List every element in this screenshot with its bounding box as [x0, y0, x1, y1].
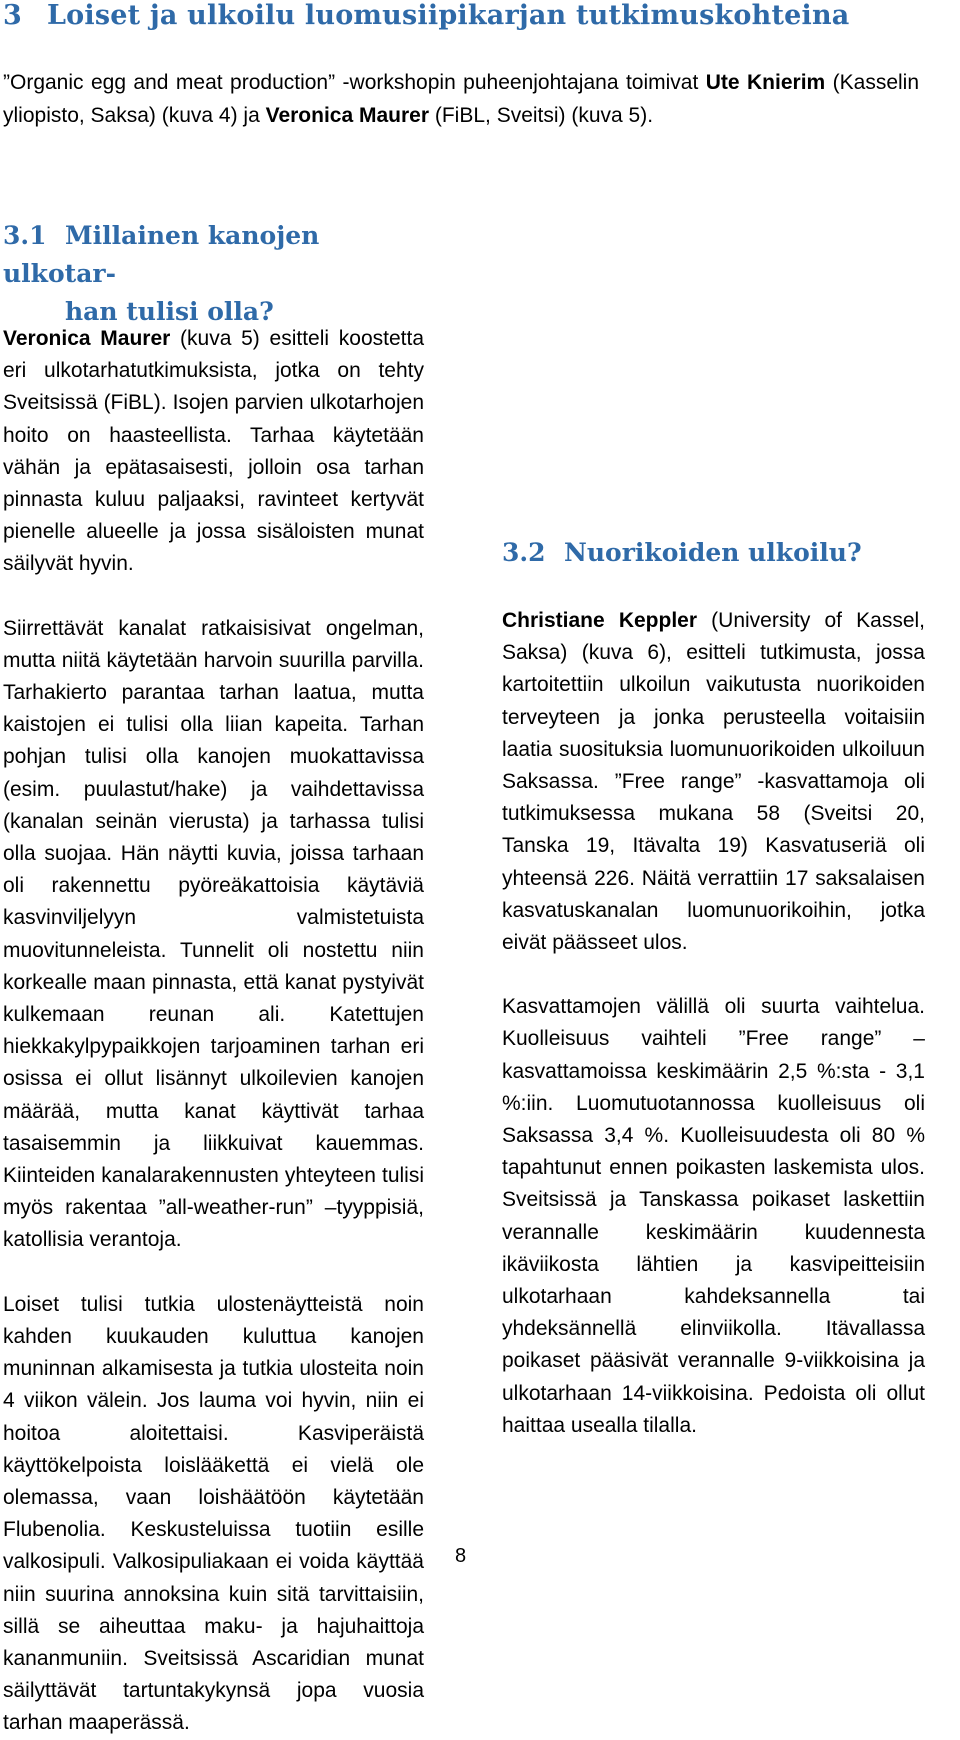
right-column: [502, 605, 925, 1442]
section-3-2-heading: [502, 534, 942, 572]
intro-paragraph: [3, 67, 919, 132]
speaker-name: Christiane Keppler: [502, 609, 698, 632]
paragraph: [3, 323, 424, 581]
intro-text: (FiBL, Sveitsi) (kuva 5).: [429, 103, 654, 127]
intro-text: ”Organic egg and meat production” -workshopin puheenjohtajana toimivat: [3, 71, 706, 94]
chapter-heading: [3, 0, 850, 31]
paragraph: Kasvattamojen välillä oli suurta vaihtelua. Kuolleisuus vaihteli ”Free range” –kasvattamoissa keskimäärin 2,5 %:sta - 3,1 %:iin. Luomutuotannossa kuolleisuus oli Saksassa 3,4 %. Kuolleisuudesta oli 80 % tapahtunut ennen poikasten laskemista ulos. Sveitsissä ja Tanskassa poikaset laskettiin verannalle keskimäärin kuudennesta ikäviikosta lähtien ja kasvipeitteisiin ulkotarhaan kahdeksannella tai yhdeksännellä elinviikolla. Itävallassa poikaset pääsivät verannalle 9-viikkoisina ja ulkotarhaan 14-viikkoisina. Pedoista oli ollut haittaa usealla tilalla.: [502, 995, 925, 1437]
section-title-line1: Millainen kanojen ulkotar-: [3, 221, 320, 288]
chapter-number: 3: [3, 0, 22, 31]
speaker-name: Veronica Maurer: [3, 327, 171, 350]
section-number: 3.1: [3, 221, 47, 250]
paragraph: Siirrettävät kanalat ratkaisisivat ongelman, mutta niitä käytetään harvoin suurilla parvilla. Tarhakierto parantaa tarhan laatua, mutta kaistojen ei tulisi olla liian kapeita. Tarhan pohjan tulisi olla kanojen muokattavissa (esim. puulastut/hake) ja vaihdettavissa (kanalan seinän vierusta) ja tarhassa tulisi olla suojaa. Hän näytti kuvia, joissa tarhaan oli rakennettu pyöreäkattoisia käytäviä kasvinviljelyyn valmistetuista muovitunneleista. Tunnelit oli nostettu niin korkealle maan pinnasta, että kanat pystyivät kulkemaan reunan ali. Katettujen hiekkakylpypaikkojen tarjoaminen tarhan eri osissa ei ollut lisännyt ulkoilevien kanojen määrää, mutta kanat käyttivät tarhaa tasaisemmin ja liikkuivat kauemmas. Kiinteiden kanalarakennusten yhteyteen tulisi myös rakentaa ”all-weather-run” –tyyppisiä, katollisia verantoja.: [3, 616, 424, 1252]
paragraph-text: (University of Kassel, Saksa) (kuva 6), esitteli tutkimusta, jossa kartoitettiin ulkoilun vaikutusta nuorikoiden terveyteen ja jonka perusteella voitaisiin laatia suosituksia luomunuorikoiden ulkoiluun Saksassa. ”Free range” -kasvattamoja oli tutkimuksessa mukana 58 (Sveitsi 20, Tanska 19, Itävalta 19) Kasvatuseriä oli yhteensä 226. Näitä verrattiin 17 saksalaisen kasvatuskanalan luomunuorikoihin, jotka eivät päässeet ulos.: [502, 609, 926, 955]
intro-name-maurer: Veronica Maurer: [265, 103, 430, 127]
paragraph-text: (kuva 5) esitteli koostetta eri ulkotarhatutkimuksista, jotka on tehty Sveitsissä (FiBL). Isojen parvien ulkotarhojen hoito on haasteellista. Tarhaa käytetään vähän ja epätasaisesti, jolloin osa tarhan pinnasta kuluu paljaaksi, ravinteet kertyvät pienelle alueelle ja jossa sisäloisten munat säilyvät hyvin.: [3, 327, 425, 576]
left-column: [3, 323, 424, 1740]
paragraph: [502, 605, 925, 959]
section-title: Nuorikoiden ulkoilu?: [564, 538, 862, 567]
section-3-1-heading: [3, 217, 433, 331]
section-number: 3.2: [502, 538, 546, 567]
intro-text: (Kasselin yliopisto, Saksa) (kuva 4) ja: [3, 71, 920, 127]
paragraph: Loiset tulisi tutkia ulostenäytteistä noin kahden kuukauden kuluttua kanojen muninnan alkamisesta ja tutkia ulosteita noin 4 viikon välein. Jos lauma voi hyvin, niin ei hoitoa aloitettaisi. Kasviperäistä käyttökelpoista loislääkettä ei vielä ole olemassa, vaan loishäätöön käytetään Flubenolia. Keskusteluissa tuotiin esille valkosipuli. Valkosipuliakaan ei voida käyttää niin suurina annoksina kuin sitä tarvittaisiin, sillä se aiheuttaa maku- ja hajuhaittoja kananmuniin. Sveitsissä Ascaridian munat säilyttävät tartuntakykynsä jopa vuosia tarhan maaperässä.: [3, 1292, 424, 1735]
page-number: 8: [455, 1545, 467, 1567]
chapter-title: Loiset ja ulkoilu luomusiipikarjan tutkimuskohteina: [47, 0, 850, 31]
section-title-line2: han tulisi olla?: [65, 297, 274, 326]
intro-name-knierim: Ute Knierim: [705, 71, 826, 94]
